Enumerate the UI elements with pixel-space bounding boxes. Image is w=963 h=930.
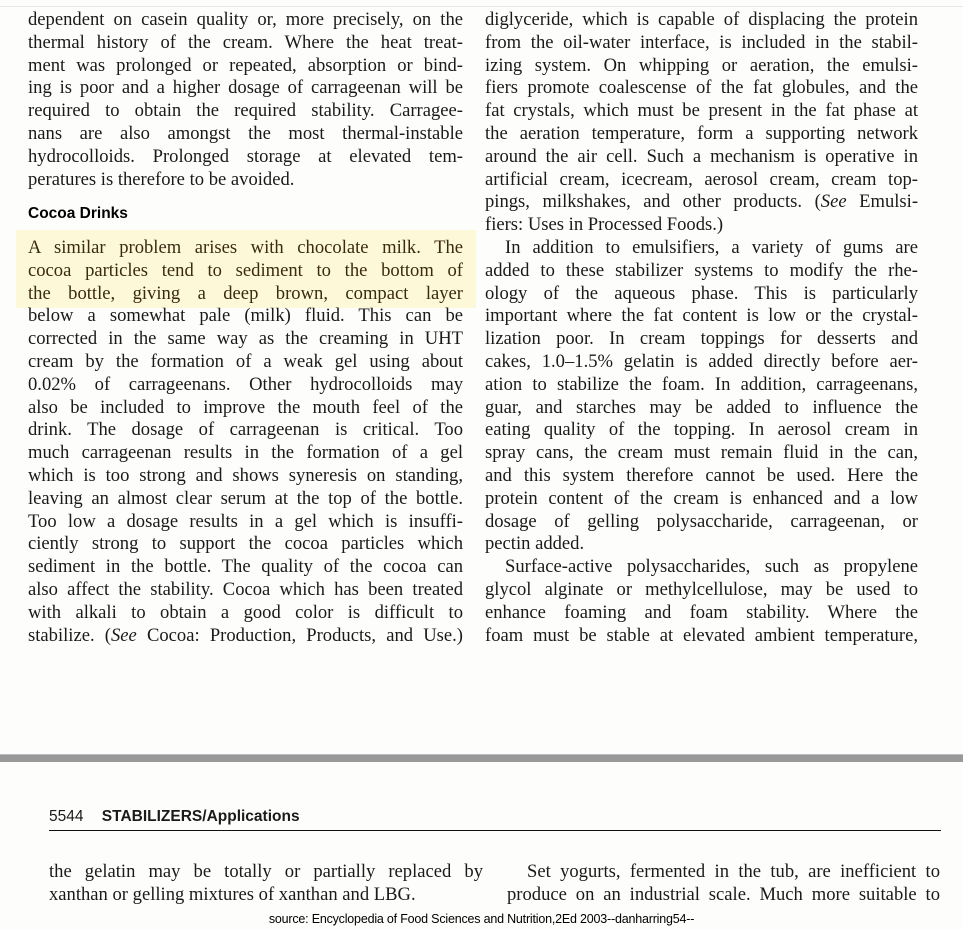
text-line: xanthan or gelling mixtures of xanthan and LBG.	[49, 883, 416, 905]
text-line: thermal history of the cream. Where the heat treat-	[28, 31, 463, 53]
text-line: around the air cell. Such a mechanism is operative in	[485, 145, 918, 167]
text-line: cakes, 1.0–1.5% gelatin is added directly before aer-	[485, 350, 918, 372]
text-line: ing is poor and a higher dosage of carrageenan will be	[28, 77, 463, 99]
text-line: fiers promote coalescense of the fat globules, and the	[485, 77, 918, 99]
page-top-edge	[0, 6, 963, 7]
text-line: required to obtain the required stability. Carragee-	[28, 100, 463, 122]
page-number: 5544	[49, 808, 84, 825]
text-line: Set yogurts, fermented in the tub, are inefficient to	[527, 861, 940, 882]
text-line: izing system. On whipping or aeration, the emulsi-	[485, 54, 918, 76]
section-heading-cocoa-drinks: Cocoa Drinks	[28, 205, 128, 222]
text-fragment: stabilize. (	[28, 624, 111, 646]
cross-reference-link[interactable]: fiers: Uses in Processed Foods.)	[485, 214, 724, 236]
cross-reference-line	[28, 625, 463, 648]
cross-reference-line	[485, 191, 918, 214]
highlighted-text-line[interactable]: cocoa particles tend to sediment to the bottom of	[28, 259, 463, 281]
text-line: In addition to emulsifiers, a variety of gums are	[505, 236, 918, 258]
text-line: ation to stabilize the foam. In addition, carrageenans,	[485, 373, 918, 395]
text-line: also be included to improve the mouth feel of the	[28, 396, 463, 418]
text-line: hydrocolloids. Prolonged storage at elevated tem-	[28, 145, 463, 167]
text-line: ciently strong to support the cocoa particles which	[28, 533, 463, 555]
text-line: which is too strong and shows syneresis on standing,	[28, 464, 463, 486]
text-line: much carrageenan results in the formation of a gel	[28, 442, 463, 464]
text-line: fat crystals, which must be present in the fat phase at	[485, 100, 918, 122]
text-line: lization poor. In cream toppings for desserts and	[485, 328, 918, 350]
text-line: cream by the formation of a weak gel using about	[28, 350, 463, 372]
text-line: glycol alginate or methylcellulose, may be used to	[485, 578, 918, 600]
text-line: ment was prolonged or repeated, absorption or bind-	[28, 54, 463, 76]
text-line: leaving an almost clear serum at the top of the bottle.	[28, 487, 463, 509]
running-title: STABILIZERS/Applications	[101, 808, 300, 825]
text-line: also affect the stability. Cocoa which has been treated	[28, 578, 463, 600]
page-separator	[0, 754, 963, 762]
text-line: and this system therefore cannot be used. Here the	[485, 464, 918, 486]
text-line: Too low a dosage results in a gel which is insuffi-	[28, 510, 463, 532]
running-header	[49, 808, 941, 831]
see-italic: See	[820, 191, 847, 213]
text-line: diglyceride, which is capable of displacing the protein	[485, 9, 918, 30]
text-line: spray cans, the cream must remain fluid in the can,	[485, 442, 918, 464]
text-line: corrected in the same way as the creaming in UHT	[28, 328, 463, 350]
highlighted-text-line[interactable]: A similar problem arises with chocolate milk. The	[28, 237, 463, 258]
cross-reference-link[interactable]: Emulsi-	[846, 191, 919, 213]
text-line: 0.02% of carrageenans. Other hydrocolloids may	[28, 373, 463, 395]
text-line: important where the fat content is low or the crystal-	[485, 305, 918, 327]
text-line: nans are also amongst the most thermal-instable	[28, 122, 463, 144]
text-line: below a somewhat pale (milk) fluid. This can be	[28, 305, 463, 327]
text-line: pectin added.	[485, 533, 585, 555]
text-line: artificial cream, icecream, aerosol cream, cream top-	[485, 168, 918, 190]
highlighted-text-line[interactable]: the bottle, giving a deep brown, compact layer	[28, 282, 463, 304]
text-line: dependent on casein quality or, more precisely, on the	[28, 9, 463, 30]
source-caption: source: Encyclopedia of Food Sciences and Nutrition,2Ed 2003--danharring54--	[268, 912, 695, 926]
text-line: added to these stabilizer systems to modify the rhe-	[485, 259, 918, 281]
text-line: enhance foaming and foam stability. Where the	[485, 601, 918, 623]
text-line: from the oil-water interface, is included in the stabil-	[485, 31, 918, 53]
text-line: eating quality of the topping. In aerosol cream in	[485, 419, 918, 441]
next-page-left-column	[49, 861, 483, 907]
text-line: ology of the aqueous phase. This is particularly	[485, 282, 918, 304]
left-column-intro	[28, 9, 463, 191]
right-column	[485, 9, 918, 647]
text-fragment: pings, milkshakes, and other products. (	[485, 191, 821, 213]
text-line: protein content of the cream is enhanced and a low	[485, 487, 918, 509]
text-line: sediment in the bottle. The quality of the cocoa can	[28, 556, 463, 578]
cross-reference-link[interactable]: Cocoa: Production, Products, and Use.)	[136, 624, 463, 646]
text-line: the gelatin may be totally or partially replaced by	[49, 861, 483, 882]
text-line: peratures is therefore to be avoided.	[28, 168, 295, 190]
text-line: drink. The dosage of carrageenan is critical. Too	[28, 419, 463, 441]
text-line: dosage of gelling polysaccharide, carrageenan, or	[485, 510, 918, 532]
text-line: guar, and starches may be added to influence the	[485, 396, 918, 418]
left-column-cocoa	[28, 237, 463, 647]
next-page-right-column	[507, 861, 940, 907]
text-line: produce on an industrial scale. Much more suitable to	[507, 883, 940, 905]
text-line: Surface-active polysaccharides, such as propylene	[505, 556, 918, 578]
text-line: foam must be stable at elevated ambient temperature,	[485, 624, 918, 646]
text-line: with alkali to obtain a good color is difficult to	[28, 601, 463, 623]
text-line: the aeration temperature, form a supporting network	[485, 122, 918, 144]
see-italic: See	[110, 624, 137, 646]
